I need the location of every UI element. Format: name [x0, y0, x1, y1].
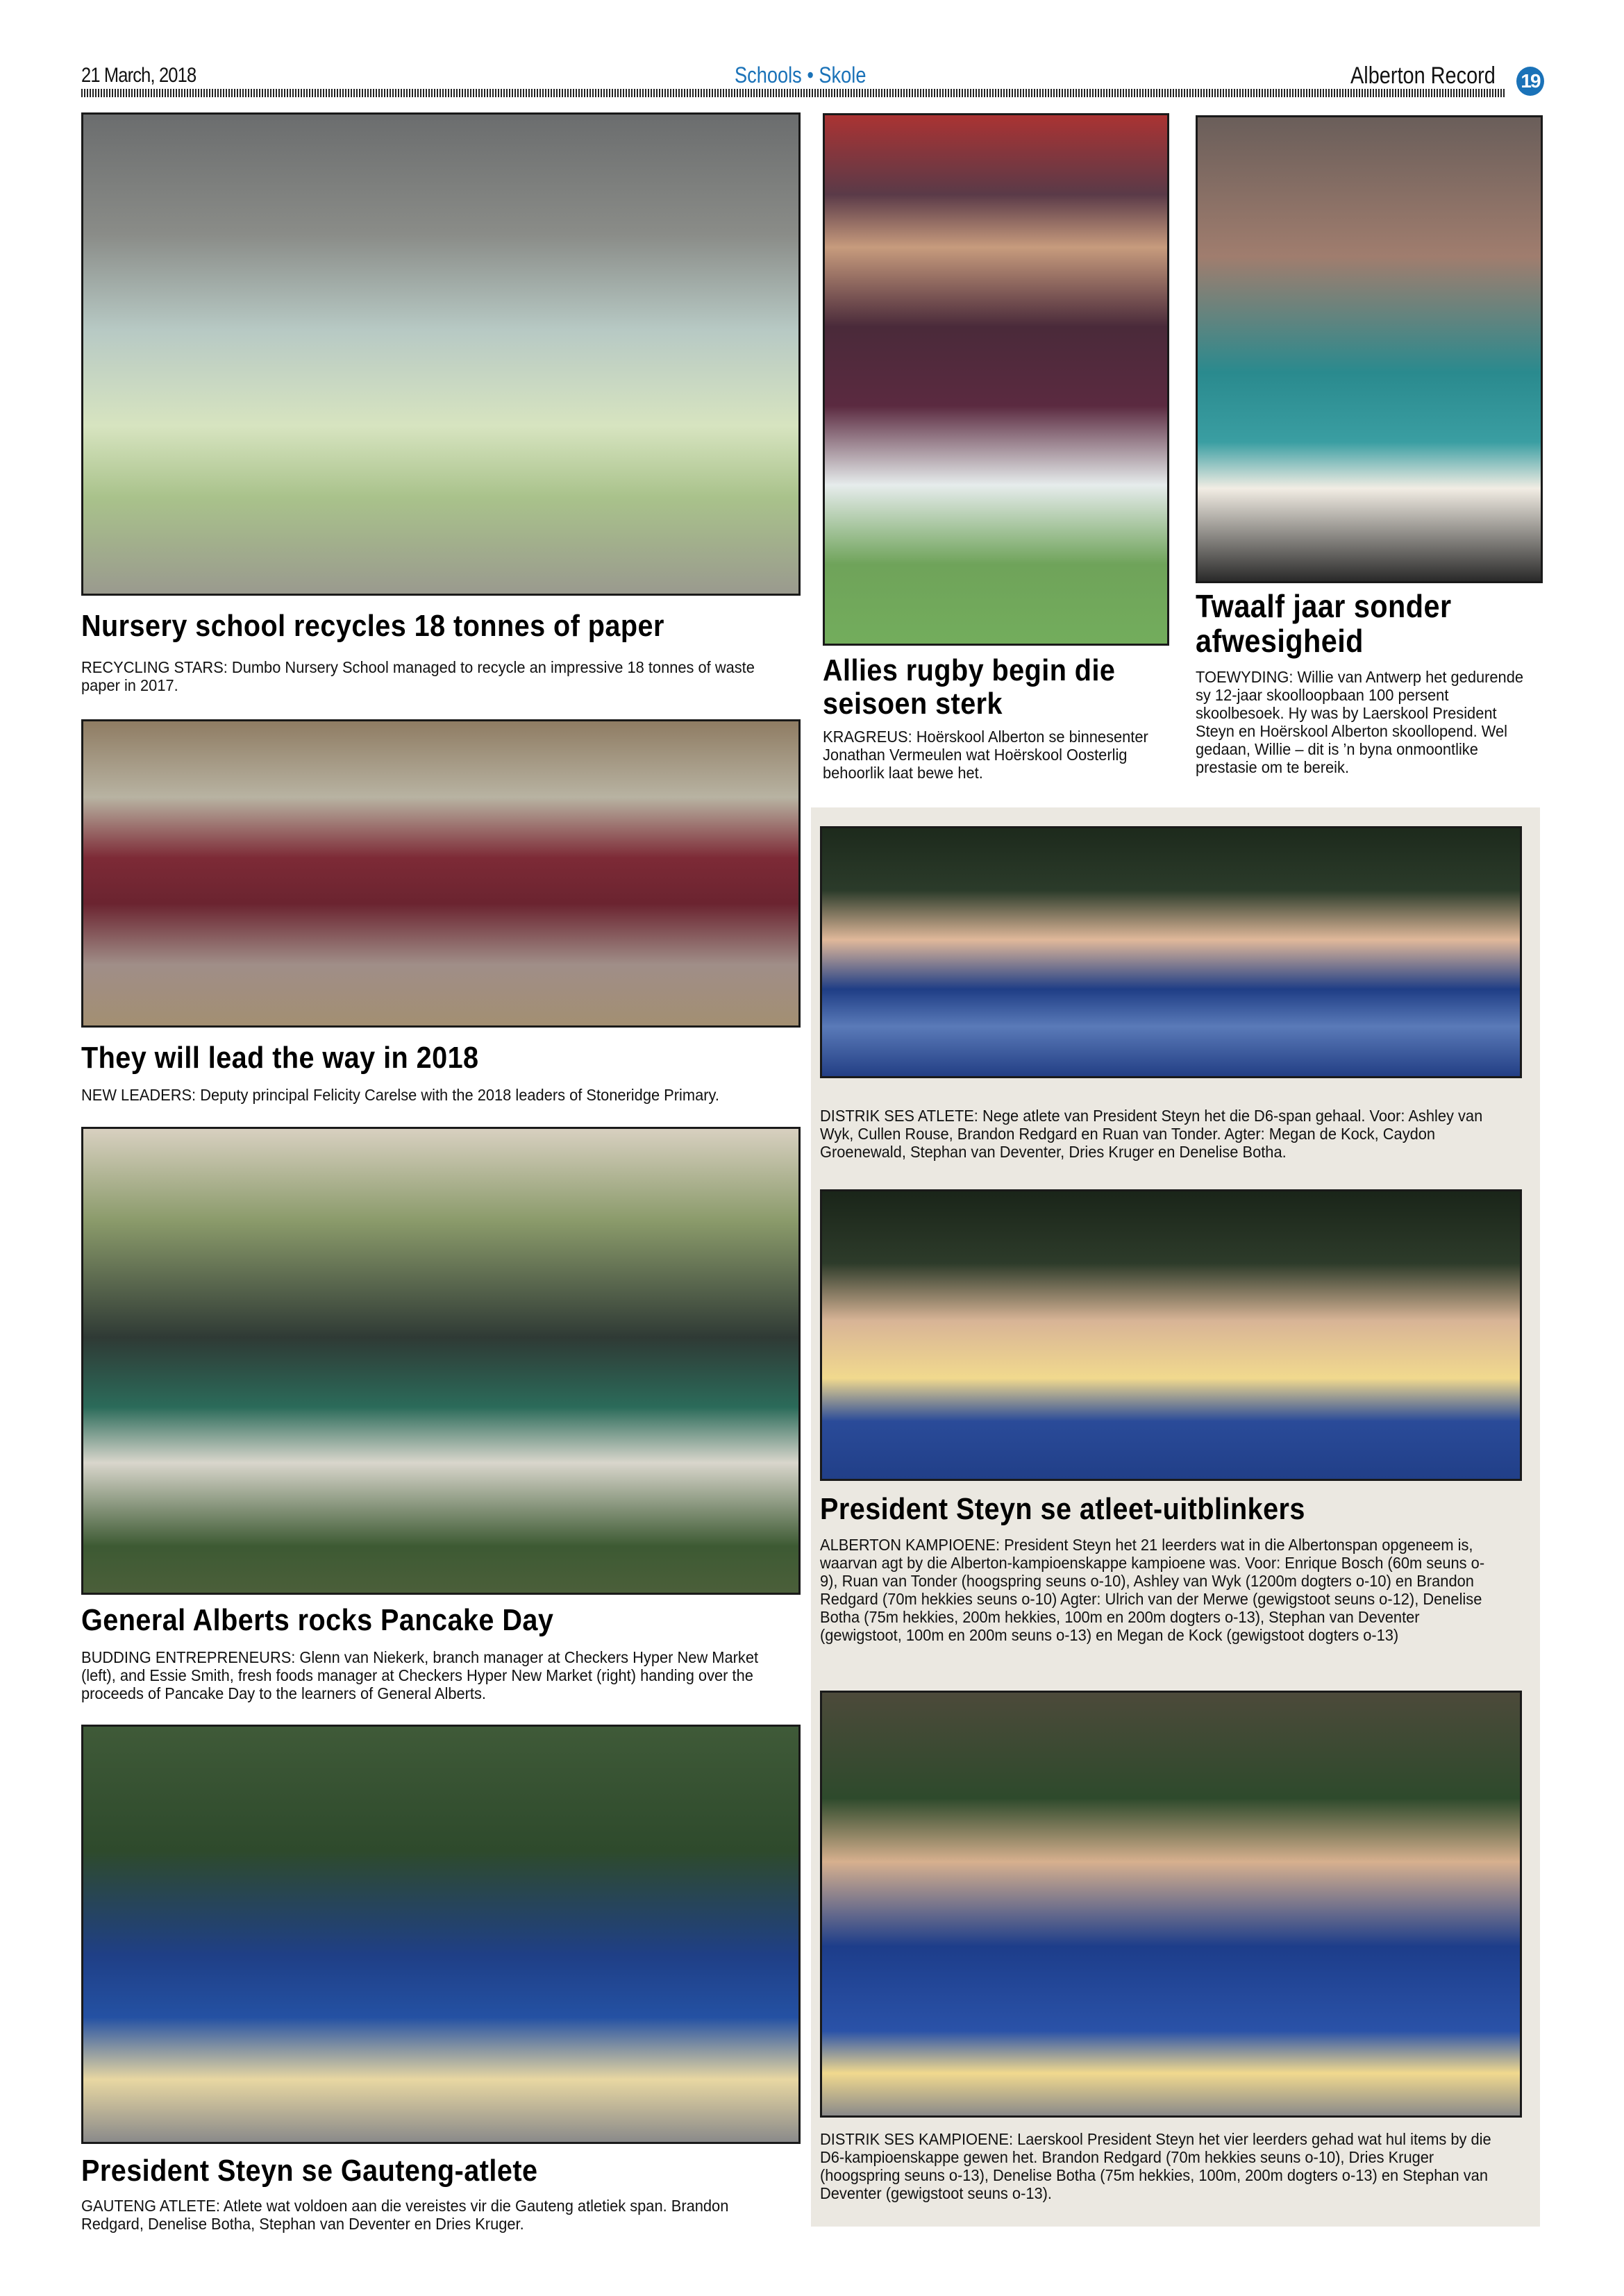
caption-d6-champions: DISTRIK SES KAMPIOENE: Laerskool President Steyn het vier leerders gehad wat hul items by die D6-kampioenskappe gewen het. Brandon Redgard (70m hekkies seuns o-10), Dries Kruger (hoogspring seuns o-13), Denelise Botha (75m hekkies, 100m, 200m dogters o-13) en Stephan van Deventer (gewigstoot seuns o-13).: [820, 2130, 1491, 2202]
caption-leaders: NEW LEADERS: Deputy principal Felicity Carelse with the 2018 leaders of Stoneridge Primary.: [81, 1086, 719, 1104]
publication-name: Alberton Record: [1350, 62, 1496, 89]
headline-atleet-uitblinkers: President Steyn se atleet-uitblinkers: [820, 1492, 1305, 1526]
caption-nursery: RECYCLING STARS: Dumbo Nursery School managed to recycle an impressive 18 tonnes of waste paper in 2017.: [81, 658, 755, 694]
photo-leaders: [81, 719, 801, 1028]
photo-d6-athletes: [820, 826, 1522, 1078]
photo-gauteng-athletes: [81, 1725, 801, 2144]
caption-atleet-uitblinkers: ALBERTON KAMPIOENE: President Steyn het 21 leerders wat in die Albertonspan opgeneem is, waarvan agt by die Alberton-kampioenskappe kampioene was. Voor: Enrique Bosch (60m seuns o-9), Ruan van Tonder (hoogspring seuns o-10), Ashley van Wyk (1200m dogters o-10) en Brandon Redgard (70m hekkies seuns o-10) Agter: Ulrich van der Merwe (gewigstoot seuns o-12), Denelise Botha (75m hekkies, 200m hekkies, 100m en 200m dogters o-13), Stephan van Deventer (gewigstoot, 100m en 200m seuns o-13) en Megan de Kock (gewigstoot dogters o-13): [820, 1536, 1485, 1644]
header-rule: [81, 89, 1506, 97]
headline-leaders: They will lead the way in 2018: [81, 1041, 479, 1075]
headline-rugby: Allies rugby begin die seisoen sterk: [823, 653, 1116, 721]
section-title: Schools • Skole: [735, 62, 867, 87]
photo-d6-champions: [820, 1691, 1522, 2118]
caption-gauteng-athletes: GAUTENG ATLETE: Atlete wat voldoen aan die vereistes vir die Gauteng atletiek span. Brandon Redgard, Denelise Botha, Stephan van Deventer en Dries Kruger.: [81, 2197, 729, 2233]
caption-rugby: KRAGREUS: Hoërskool Alberton se binnesenter Jonathan Vermeulen wat Hoërskool Oosterlig behoorlik laat bewe het.: [823, 728, 1148, 782]
photo-nursery: [81, 112, 801, 596]
photo-twaalf-jaar: [1196, 115, 1543, 583]
issue-date: 21 March, 2018: [81, 64, 196, 87]
photo-rugby: [823, 113, 1169, 646]
page-number-badge: 19: [1516, 67, 1544, 96]
caption-d6-athletes: DISTRIK SES ATLETE: Nege atlete van President Steyn het die D6-span gehaal. Voor: Ashley van Wyk, Cullen Rouse, Brandon Redgard en Ruan van Tonder. Agter: Megan de Kock, Caydon Groenewald, Stephan van Deventer, Dries Kruger en Denelise Botha.: [820, 1107, 1483, 1161]
headline-twaalf-jaar: Twaalf jaar sonder afwesigheid: [1196, 588, 1452, 659]
caption-twaalf-jaar: TOEWYDING: Willie van Antwerp het gedurende sy 12-jaar skoolloopbaan 100 persent skoolbesoek. Hy was by Laerskool President Steyn en Hoërskool Alberton skoollopend. Wel gedaan, Willie – dit is ’n byna onmoontlike prestasie om te bereik.: [1196, 668, 1524, 776]
photo-pancake-day: [81, 1127, 801, 1595]
headline-pancake-day: General Alberts rocks Pancake Day: [81, 1603, 554, 1637]
headline-nursery: Nursery school recycles 18 tonnes of paper: [81, 609, 664, 643]
headline-gauteng-athletes: President Steyn se Gauteng-atlete: [81, 2154, 538, 2188]
caption-pancake-day: BUDDING ENTREPRENEURS: Glenn van Niekerk, branch manager at Checkers Hyper New Market (left), and Essie Smith, fresh foods manager at Checkers Hyper New Market (right) handing over the proceeds of Pancake Day to the learners of General Alberts.: [81, 1648, 759, 1702]
photo-atleet-uitblinkers: [820, 1189, 1522, 1481]
